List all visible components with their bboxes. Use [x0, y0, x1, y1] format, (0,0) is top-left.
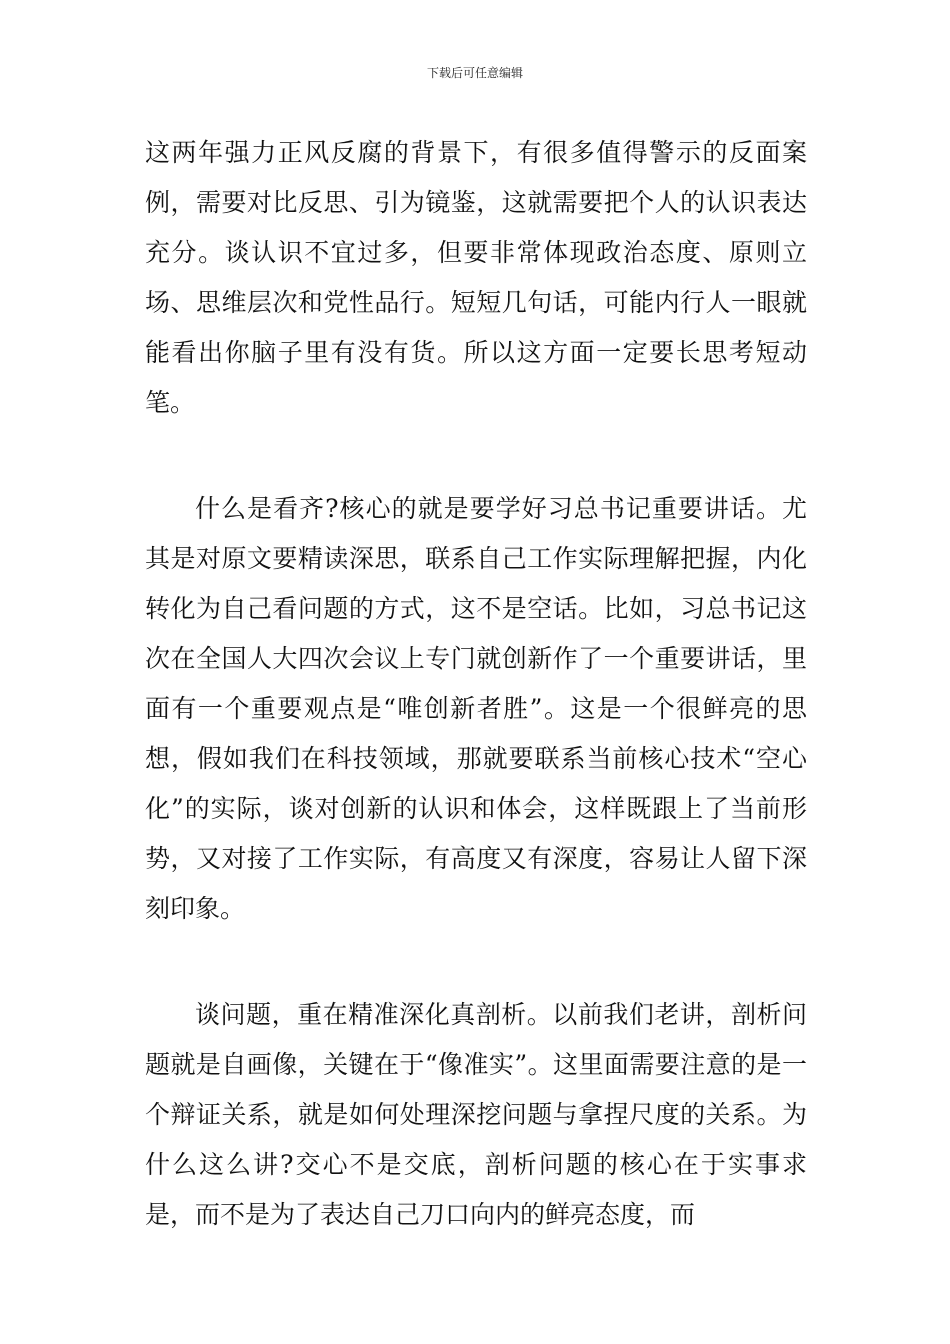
paragraph-gap: [145, 428, 807, 484]
page-header: 下载后可任意编辑: [426, 66, 523, 80]
paragraph-2: 什么是看齐?核心的就是要学好习总书记重要讲话。尤其是对原文要精读深思，联系自己工作实际理解把握，内化转化为自己看问题的方式，这不是空话。比如，习总书记这次在全国人大四次会议上专门就创新作了一个重要讲话，里面有一个重要观点是“唯创新者胜”。这是一个很鲜亮的思想，假如我们在科技领域，那就要联系当前核心技术“空心化”的实际，谈对创新的认识和体会，这样既跟上了当前形势，又对接了工作实际，有高度又有深度，容易让人留下深刻印象。: [145, 494, 807, 923]
paragraph-1: 这两年强力正风反腐的背景下，有很多值得警示的反面案例，需要对比反思、引为镜鉴，这就需要把个人的认识表达充分。谈认识不宜过多，但要非常体现政治态度、原则立场、思维层次和党性品行。短短几句话，可能内行人一眼就能看出你脑子里有没有货。所以这方面一定要长思考短动笔。: [145, 138, 807, 417]
document-body: [145, 128, 807, 1240]
paragraph-3: 谈问题，重在精准深化真剖析。以前我们老讲，剖析问题就是自画像，关键在于“像准实”。这里面需要注意的是一个辩证关系，就是如何处理深挖问题与拿捏尺度的关系。为什么这么讲?交心不是交底，剖析问题的核心在于实事求是，而不是为了表达自己刀口向内的鲜亮态度，而: [145, 1000, 807, 1229]
paragraph-gap: [145, 934, 807, 990]
